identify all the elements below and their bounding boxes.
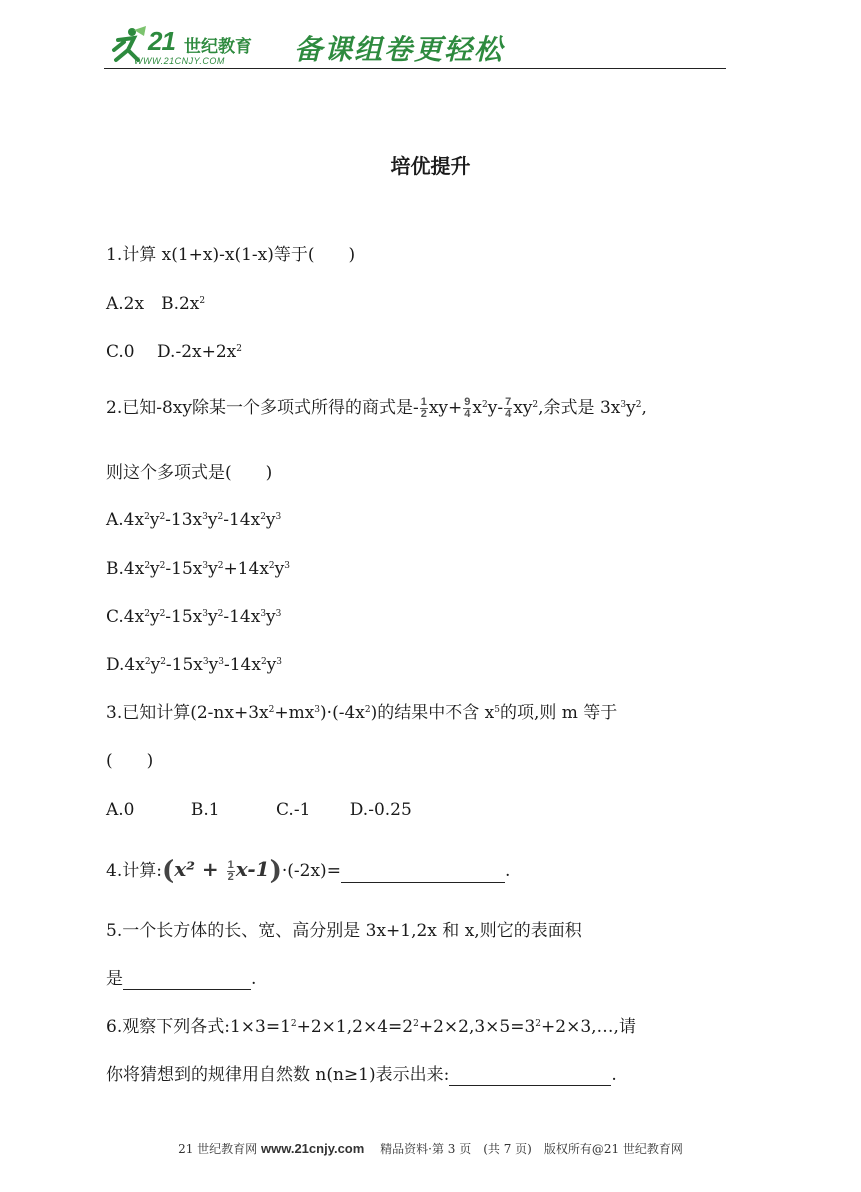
footer-link[interactable]: www.21cnjy.com bbox=[260, 1141, 365, 1156]
fraction: $\frac{1}{2}$ bbox=[227, 859, 234, 883]
question-3: 3.已知计算$(2-nx+3x^2+mx^3)\cdot(-4x^2)$的结果中不含 $x^5$的项,则 m 等于 bbox=[106, 703, 618, 723]
question-4: 4.计算:(x² + $\frac{1}{2}$ x-1)·(-2x)= . bbox=[106, 856, 511, 886]
question-6-b: 你将猜想到的规律用自然数 n(n≥1)表示出来: . bbox=[106, 1065, 617, 1085]
fraction: $\frac{7}{4}$ bbox=[505, 396, 512, 420]
question-1-options-cd: C.0 $D.-2x+2x^2$ bbox=[106, 342, 242, 362]
page-footer bbox=[0, 1140, 861, 1157]
question-2-option-b: $B.4x^2y^2-15x^3y^2+14x^2y^3$ bbox=[106, 559, 290, 579]
answer-blank[interactable] bbox=[341, 864, 505, 883]
question-6: 6.观察下列各式$:1\times 3=1^2+2\times 1,2\times 4=2^2+2\times 2,3\times 5=3^2+2\times 3,\dots$,请 bbox=[106, 1017, 636, 1037]
question-2-stem-b: 则这个多项式是( ) bbox=[106, 463, 273, 483]
header-divider bbox=[104, 68, 726, 69]
question-5-b: 是 . bbox=[106, 969, 257, 989]
logo-url: WWW.21CNJY.COM bbox=[134, 56, 225, 66]
question-2-stem: 2.已知-8xy除某一个多项式所得的商式是- bbox=[106, 398, 419, 418]
page-header bbox=[104, 22, 726, 70]
footer-info: 精品资料·第 3 页 (共 7 页) 版权所有@21 世纪教育网 bbox=[368, 1142, 683, 1156]
option-text: C.0 D.-2x+2x bbox=[106, 342, 237, 362]
footer-site: 21 世纪教育网 bbox=[178, 1142, 258, 1156]
question-2: 2.已知-8xy除某一个多项式所得的商式是- $\frac{1}{2}$ xy+ $\frac{9}{4}$ $x^2y-$ $\frac{7}{4}$ $xy^2$,余式是 $3x^3y^2$, bbox=[106, 396, 647, 420]
page-title: 培优提升 bbox=[390, 154, 471, 178]
option-text: A.2x B.2x bbox=[106, 294, 200, 314]
question-2-option-d: $D.4x^2y^2-15x^3y^3-14x^2y^3$ bbox=[106, 655, 283, 675]
question-2-option-a: $A.4x^2y^2-13x^3y^2-14x^2y^3$ bbox=[106, 510, 282, 530]
question-1-stem: 1.计算 x(1+x)-x(1-x)等于( ) bbox=[106, 245, 356, 265]
fraction: $\frac{9}{4}$ bbox=[464, 396, 471, 420]
logo-text: 世纪教育 bbox=[184, 37, 252, 57]
question-3-paren: ( ) bbox=[106, 751, 154, 771]
question-1 bbox=[106, 244, 355, 266]
question-2-option-c: $C.4x^2y^2-15x^3y^2-14x^3y^3$ bbox=[106, 607, 282, 627]
logo bbox=[104, 24, 304, 68]
answer-blank[interactable] bbox=[449, 1067, 611, 1086]
question-3-options: A.0 B.1 C.-1 D.-0.25 bbox=[106, 800, 412, 820]
question-1-options-ab: A.2x $B.2x^2$ bbox=[106, 294, 206, 314]
question-5: 5.一个长方体的长、宽、高分别是 3x+1,2x 和 x,则它的表面积 bbox=[106, 921, 582, 941]
header-slogan: 备课组卷更轻松 bbox=[294, 33, 505, 66]
fraction: $\frac{1}{2}$ bbox=[420, 396, 427, 420]
logo-number: 21 bbox=[148, 26, 175, 56]
answer-blank[interactable] bbox=[123, 971, 251, 990]
